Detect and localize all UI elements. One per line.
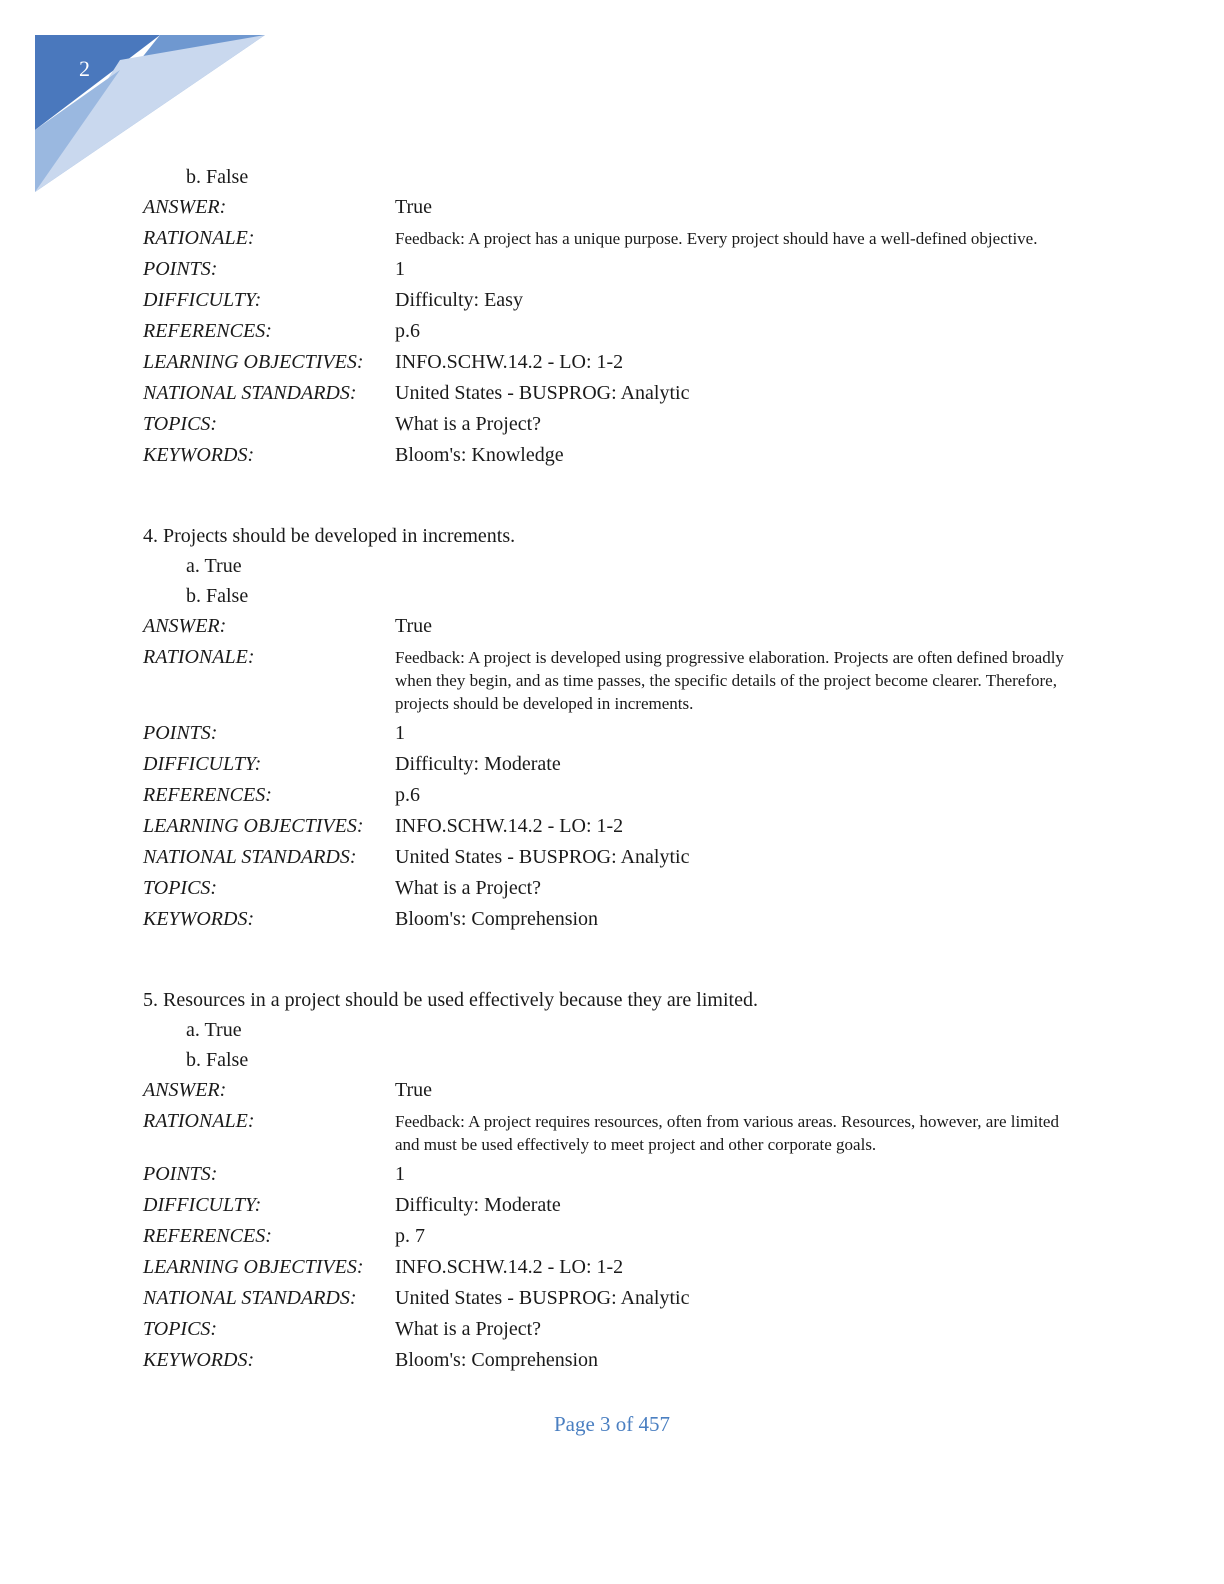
keywords-label: KEYWORDS: [143,908,255,930]
q4-topics: What is a Project? [395,877,542,899]
q4-national-standards-row [143,842,1103,873]
q4-keywords: Bloom's: Comprehension [395,908,599,930]
q4-rationale-row [143,642,1103,718]
q3-topics: What is a Project? [395,413,542,435]
q3-references-row [143,316,1103,347]
q4-keywords-row [143,904,1103,935]
difficulty-label: DIFFICULTY: [143,1194,262,1216]
header-page-number: 2 [79,56,90,81]
national-standards-label: NATIONAL STANDARDS: [143,846,357,868]
q3-keywords: Bloom's: Knowledge [395,444,564,466]
q5-national-standards: United States - BUSPROG: Analytic [395,1287,690,1309]
q3-references: p.6 [395,320,420,342]
q3-answer-row [143,192,1103,223]
page-footer: Page 3 of 457 [553,1412,671,1436]
topics-label: TOPICS: [143,1318,218,1340]
references-label: REFERENCES: [143,784,272,806]
answer-label: ANSWER: [143,196,227,218]
q3-topics-row [143,409,1103,440]
q4-option-a: a. True [186,555,242,577]
q5-answer: True [395,1079,433,1101]
q4-topics-row [143,873,1103,904]
points-label: POINTS: [143,722,218,744]
q3-learning-objectives-row [143,347,1103,378]
q3-rationale-row [143,223,1103,254]
q4-difficulty-row [143,749,1103,780]
topics-label: TOPICS: [143,413,218,435]
q5-national-standards-row [143,1283,1103,1314]
q5-difficulty: Difficulty: Moderate [395,1194,561,1216]
q4-references: p.6 [395,784,420,806]
q4-learning-objectives-row [143,811,1103,842]
q4-references-row [143,780,1103,811]
q5-keywords: Bloom's: Comprehension [395,1349,599,1371]
learning-objectives-label: LEARNING OBJECTIVES: [143,351,364,373]
q5-question: 5. Resources in a project should be used effectively because they are limited. [143,989,758,1011]
q4-answer-row [143,611,1103,642]
q5-learning-objectives: INFO.SCHW.14.2 - LO: 1-2 [395,1256,624,1278]
rationale-label: RATIONALE: [143,227,255,249]
q4-points: 1 [395,722,405,744]
q4-answer: True [395,615,433,637]
q5-answer-row [143,1075,1103,1106]
rationale-label: RATIONALE: [143,646,255,668]
q3-difficulty-row [143,285,1103,316]
difficulty-label: DIFFICULTY: [143,753,262,775]
q4-question: 4. Projects should be developed in increments. [143,525,516,547]
difficulty-label: DIFFICULTY: [143,289,262,311]
q4-learning-objectives: INFO.SCHW.14.2 - LO: 1-2 [395,815,624,837]
q3-answer: True [395,196,433,218]
references-label: REFERENCES: [143,1225,272,1247]
q4-option-b: b. False [186,585,249,607]
q3-learning-objectives: INFO.SCHW.14.2 - LO: 1-2 [395,351,624,373]
q4-points-row [143,718,1103,749]
q4-metadata [143,611,1103,935]
q5-option-a: a. True [186,1019,242,1041]
answer-label: ANSWER: [143,1079,227,1101]
points-label: POINTS: [143,258,218,280]
q5-option-b: b. False [186,1049,249,1071]
topics-label: TOPICS: [143,877,218,899]
keywords-label: KEYWORDS: [143,444,255,466]
q3-keywords-row [143,440,1103,471]
q3-points: 1 [395,258,405,280]
q5-topics-row [143,1314,1103,1345]
references-label: REFERENCES: [143,320,272,342]
q5-points-row [143,1159,1103,1190]
q5-keywords-row [143,1345,1103,1376]
q5-rationale: Feedback: A project requires resources, often from various areas. Resources, however, are limited and must be used effectively to meet project and other corporate goals. [395,1112,1059,1154]
points-label: POINTS: [143,1163,218,1185]
q5-metadata [143,1075,1103,1376]
q3-points-row [143,254,1103,285]
q3-national-standards-row [143,378,1103,409]
q3-difficulty: Difficulty: Easy [395,289,523,311]
q3-option-b: b. False [186,166,249,188]
q4-difficulty: Difficulty: Moderate [395,753,561,775]
q3-national-standards: United States - BUSPROG: Analytic [395,382,690,404]
q5-rationale-row [143,1106,1103,1159]
document-body [143,162,1103,1376]
learning-objectives-label: LEARNING OBJECTIVES: [143,815,364,837]
q5-difficulty-row [143,1190,1103,1221]
q5-references-row [143,1221,1103,1252]
q5-points: 1 [395,1163,405,1185]
national-standards-label: NATIONAL STANDARDS: [143,382,357,404]
q3-metadata [143,192,1103,471]
q4-rationale: Feedback: A project is developed using progressive elaboration. Projects are often defined broadly when they begin, and as time passes, the specific details of the project become clearer. Therefore, projects should be developed in increments. [395,648,1064,713]
rationale-label: RATIONALE: [143,1110,255,1132]
q5-learning-objectives-row [143,1252,1103,1283]
q5-references: p. 7 [395,1225,425,1247]
q5-topics: What is a Project? [395,1318,542,1340]
answer-label: ANSWER: [143,615,227,637]
q4-national-standards: United States - BUSPROG: Analytic [395,846,690,868]
national-standards-label: NATIONAL STANDARDS: [143,1287,357,1309]
q3-rationale: Feedback: A project has a unique purpose. Every project should have a well-defined objective. [395,229,1038,248]
learning-objectives-label: LEARNING OBJECTIVES: [143,1256,364,1278]
keywords-label: KEYWORDS: [143,1349,255,1371]
